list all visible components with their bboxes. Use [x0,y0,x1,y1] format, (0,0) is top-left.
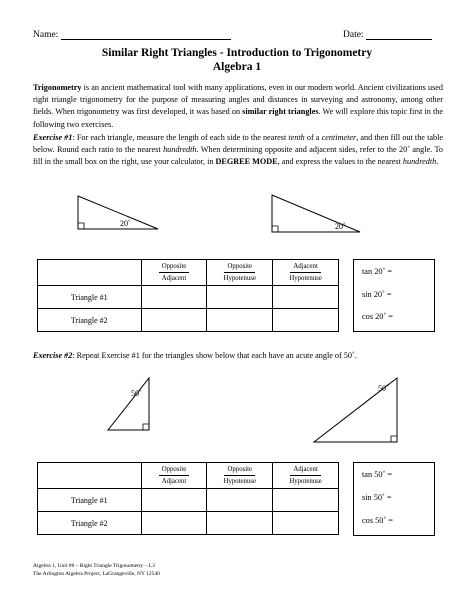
ex2-triangle-2 [314,378,397,442]
table-row [38,286,339,309]
table-corner [38,260,142,286]
header-opp-hyp: Opposite Hypotenuse [207,260,273,286]
ex1-triangle-1-angle: 20˚ [120,219,131,228]
ratio-tan: tan 50˚ = [362,470,393,479]
table-row [38,489,339,512]
answer-cell[interactable] [207,286,273,309]
intro-paragraph: Trigonometry is an ancient mathematical tool with many applications, even in our modern world. Ancient civilizations used right triangle trigonometry for the purpose of measuring angles and distances in surveying and astronomy, among other fields. When trigonometry was first developed, it was based on similar right triangles. We will explore this topic first in the following two exercises. [33,83,443,129]
intro-term: Trigonometry [33,83,82,92]
header-opp-hyp: Opposite Hypotenuse [207,463,273,489]
answer-cell[interactable] [273,512,339,535]
exercise2-instructions: Exercise #2: Repeat Exercise #1 for the triangles show below that each have an acute angle of 50˚. [33,351,357,360]
ratio-cos: cos 20˚ = [362,312,393,321]
table-row [38,309,339,332]
date-label: Date: [343,30,364,40]
page-title: Similar Right Triangles - Introduction to Trigonometry [101,47,373,59]
ex1-triangle-1 [78,196,158,229]
answer-cell[interactable] [141,512,207,535]
answer-cell[interactable] [207,512,273,535]
answer-cell[interactable] [141,489,207,512]
row-label: Triangle #1 [38,286,142,309]
footer-line-2: The Arlington Algebra Project, LaGrangeville, NY 12540 [33,570,160,577]
answer-cell[interactable] [273,309,339,332]
answer-cell[interactable] [273,286,339,309]
table-row [38,512,339,535]
footer-line-1: Algebra 1, Unit #8 – Right Triangle Trigonometry – L3 [33,563,155,569]
row-label: Triangle #2 [38,512,142,535]
ratio-cos: cos 50˚ = [362,516,393,525]
answer-cell[interactable] [141,309,207,332]
name-label: Name: [33,30,59,40]
ex1-triangle-2-angle: 20˚ [335,222,346,231]
page-subtitle: Algebra 1 [212,61,262,73]
exercise1-table [37,259,339,332]
header-adj-hyp: Adjacent Hypotenuse [273,463,339,489]
ex2-triangle-1 [108,378,149,430]
ratio-sin: sin 20˚ = [362,290,392,299]
ratio-sin: sin 50˚ = [362,493,392,502]
answer-cell[interactable] [273,489,339,512]
row-label: Triangle #2 [38,309,142,332]
ex2-triangle-1-angle: 50˚ [131,389,142,398]
table-corner [38,463,142,489]
answer-cell[interactable] [141,286,207,309]
header-opp-adj: Opposite Adjacent [141,260,207,286]
exercise1-label: Exercise #1 [33,133,73,142]
exercise2-label: Exercise #2 [33,351,73,360]
footer [33,563,160,578]
row-label: Triangle #1 [38,489,142,512]
header-adj-hyp: Adjacent Hypotenuse [273,260,339,286]
answer-cell[interactable] [207,309,273,332]
answer-cell[interactable] [207,489,273,512]
exercise2-calculator-box[interactable] [353,462,435,536]
ex1-triangle-2 [272,195,360,232]
ratio-tan: tan 20˚ = [362,267,393,276]
exercise1-instructions: Exercise #1: For each triangle, measure the length of each side to the nearest tenth of a centimeter, and then fill out the table below. Round each ratio to the nearest hundredth. When determining opposite and adjacent sides, refer to the 20˚ angle. To fill in the small box on the right, use your calculator, in DEGREE MODE, and express the values to the nearest hundredth. [33,133,444,167]
exercise1-calculator-box[interactable] [353,259,435,332]
header-opp-adj: Opposite Adjacent [141,463,207,489]
exercise2-table [37,462,339,535]
ex2-triangle-2-angle: 50˚ [378,384,389,393]
